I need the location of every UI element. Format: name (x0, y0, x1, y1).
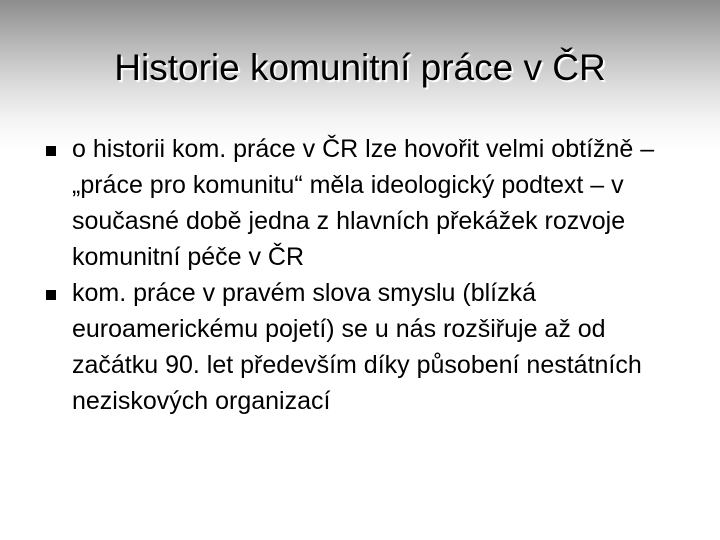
bullet-list (45, 131, 695, 419)
square-bullet-icon (46, 146, 56, 156)
slide-title: Historie komunitní práce v ČR (114, 47, 606, 88)
bullet-item (45, 131, 695, 275)
bullet-text: kom. práce v pravém slova smyslu (blízká euroamerickému pojetí) se u nás rozšiřuje až od začátku 90. let především díky působení nestátních neziskových organizací (72, 279, 642, 415)
square-bullet-icon (46, 290, 56, 300)
bullet-item (45, 275, 695, 419)
bullet-text: o historii kom. práce v ČR lze hovořit velmi obtížně – „práce pro komunitu“ měla ideologický podtext – v současné době jedna z hlavních překážek rozvoje komunitní péče v ČR (72, 135, 655, 271)
